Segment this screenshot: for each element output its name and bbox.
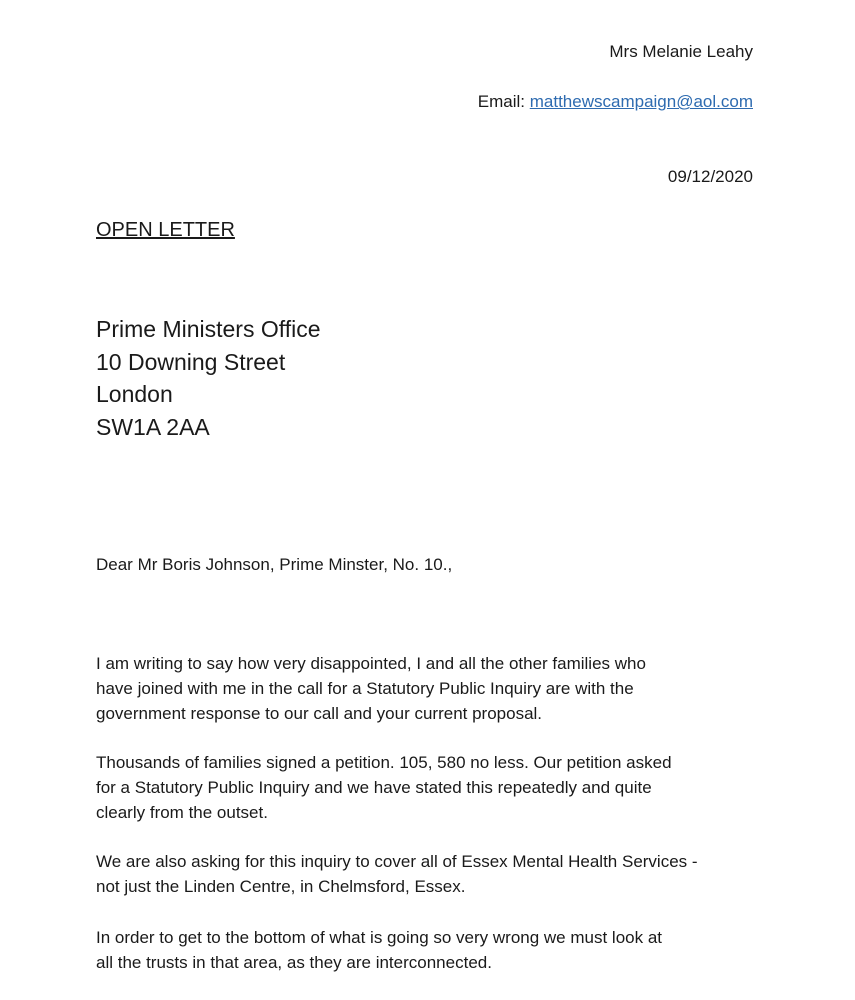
paragraph-line: have joined with me in the call for a Statutory Public Inquiry are with the <box>96 679 634 698</box>
paragraph-disappointment <box>96 651 646 726</box>
paragraph-petition <box>96 750 672 825</box>
address-line: SW1A 2AA <box>96 413 210 440</box>
recipient-address <box>96 313 321 443</box>
address-line: London <box>96 381 173 407</box>
paragraph-line: not just the Linden Centre, in Chelmsford, Essex. <box>96 877 466 896</box>
paragraph-trusts <box>96 925 662 975</box>
paragraph-line: Thousands of families signed a petition. 105, 580 no less. Our petition asked <box>96 753 672 772</box>
paragraph-line: all the trusts in that area, as they are interconnected. <box>96 953 492 972</box>
salutation: Dear Mr Boris Johnson, Prime Minster, No. 10., <box>96 555 453 574</box>
paragraph-line: for a Statutory Public Inquiry and we have stated this repeatedly and quite <box>96 778 652 797</box>
letter-heading: OPEN LETTER <box>96 219 235 241</box>
paragraph-scope <box>96 849 698 899</box>
paragraph-line: In order to get to the bottom of what is going so very wrong we must look at <box>96 928 663 947</box>
email-link[interactable]: matthewscampaign@aol.com <box>529 92 753 111</box>
sender-name: Mrs Melanie Leahy <box>609 42 753 61</box>
paragraph-line: government response to our call and your current proposal. <box>96 704 543 723</box>
email-label: Email: <box>477 92 530 111</box>
address-line: Prime Ministers Office <box>96 316 321 342</box>
paragraph-line: clearly from the outset. <box>96 803 268 822</box>
paragraph-line: I am writing to say how very disappointed, I and all the other families who <box>96 654 646 673</box>
letter-date: 09/12/2020 <box>667 167 753 186</box>
paragraph-line: We are also asking for this inquiry to cover all of Essex Mental Health Services - <box>96 852 698 871</box>
sender-email-line <box>478 92 753 112</box>
address-line: 10 Downing Street <box>96 348 286 375</box>
